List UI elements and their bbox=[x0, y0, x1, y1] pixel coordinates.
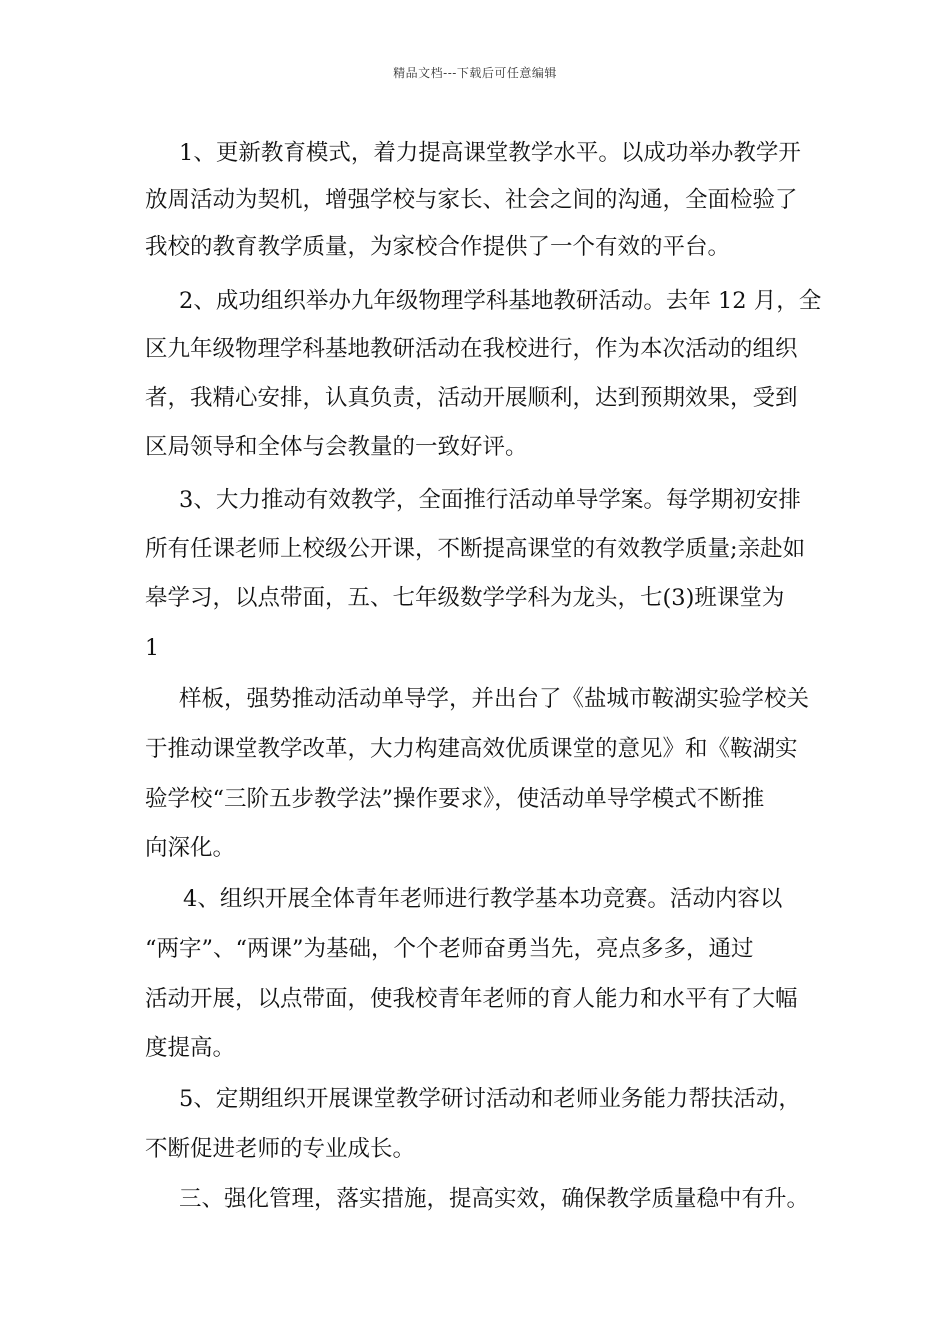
paragraph-2-line-4: 区局领导和全体与会教量的一致好评。 bbox=[145, 434, 528, 460]
paragraph-5-line-2: 不断促进老师的专业成长。 bbox=[145, 1136, 416, 1162]
paragraph-2-line-3: 者，我精心安排，认真负责，活动开展顺利，达到预期效果，受到 bbox=[145, 385, 798, 411]
section-heading-3: 三、强化管理，落实措施，提高实效，确保教学质量稳中有升。 bbox=[179, 1186, 810, 1212]
paragraph-1-line-1: 1、更新教育模式，着力提高课堂教学水平。以成功举办教学开 bbox=[179, 140, 801, 166]
paragraph-2-line-2: 区九年级物理学科基地教研活动在我校进行，作为本次活动的组织 bbox=[145, 336, 798, 362]
paragraph-3-line-3: 皋学习，以点带面，五、七年级数学学科为龙头，七(3)班课堂为 bbox=[145, 585, 785, 611]
paragraph-3-line-6: 验学校“三阶五步教学法”操作要求》，使活动单导学模式不断推 bbox=[145, 786, 765, 812]
paragraph-3-line-2: 所有任课老师上校级公开课，不断提高课堂的有效教学质量;亲赴如 bbox=[145, 536, 806, 562]
paragraph-4-line-4: 度提高。 bbox=[145, 1035, 236, 1061]
paragraph-5-line-1: 5、定期组织开展课堂教学研讨活动和老师业务能力帮扶活动， bbox=[179, 1086, 801, 1112]
paragraph-2-line-1: 2、成功组织举办九年级物理学科基地教研活动。去年 12 月，全 bbox=[179, 288, 822, 314]
paragraph-3-line-7: 向深化。 bbox=[145, 835, 236, 861]
paragraph-3-line-4: 样板，强势推动活动单导学，并出台了《盐城市鞍湖实验学校关 bbox=[179, 686, 810, 712]
paragraph-3-line-5: 于推动课堂教学改革，大力构建高效优质课堂的意见》和《鞍湖实 bbox=[145, 736, 798, 762]
paragraph-1-line-3: 我校的教育教学质量，为家校合作提供了一个有效的平台。 bbox=[145, 234, 731, 260]
paragraph-1-line-2: 放周活动为契机，增强学校与家长、社会之间的沟通，全面检验了 bbox=[145, 187, 798, 213]
paragraph-4-line-3: 活动开展，以点带面，使我校青年老师的育人能力和水平有了大幅 bbox=[145, 986, 798, 1012]
paragraph-3-line-1: 3、大力推动有效教学，全面推行活动单导学案。每学期初安排 bbox=[179, 487, 801, 513]
paragraph-4-line-2: “两字”、“两课”为基础，个个老师奋勇当先，亮点多多，通过 bbox=[145, 936, 754, 962]
page-header: 精品文档---下载后可任意编辑 bbox=[393, 66, 557, 80]
page-number: 1 bbox=[145, 636, 159, 661]
paragraph-4-line-1: 4、组织开展全体青年老师进行教学基本功竞赛。活动内容以 bbox=[183, 886, 783, 912]
